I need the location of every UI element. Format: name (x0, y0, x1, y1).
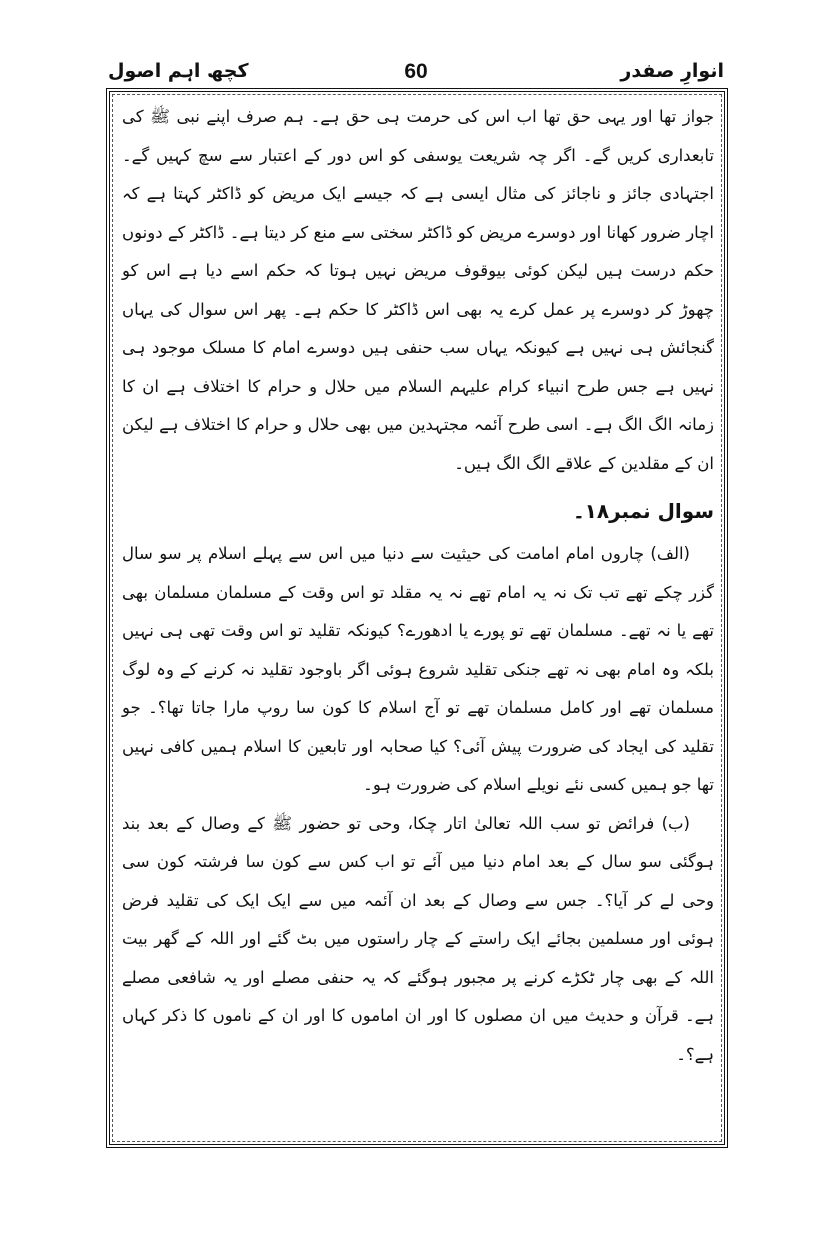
question-paragraph-bay: (ب) فرائض تو سب اللہ تعالیٰ اتار چکا، وحی تو حضور ﷺ کے وصال کے بعد بند ہوگئی سو سال کے بعد امام دنیا میں آئے تو اب کس سے کون سا فرشتہ کون سی وحی لے کر آیا؟۔ جس سے وصال کے بعد ان آئمہ میں سے ایک ایک کی تقلید فرض ہوئی اور مسلمین بجائے ایک راستے کے چار راستوں میں بٹ گئے اور اللہ کے گھر بیت اللہ کے بھی چار ٹکڑے کرنے پر مجبور ہوگئے کہ یہ حنفی مصلے اور یہ شافعی مصلے ہے۔ قرآن و حدیث میں ان مصلوں کا اور ان اماموں کا اور ان کے ناموں کا ذکر کہاں ہے؟۔ (122, 813, 714, 1064)
question-paragraph-alif: (الف) چاروں امام امامت کی حیثیت سے دنیا میں اس سے پہلے اسلام پر سو سال گزر چکے تھے تب تک نہ یہ امام تھے نہ یہ مقلد تو اس وقت کے مسلمان مسلمان بھی تھے یا نہ تھے۔ مسلمان تھے تو پورے یا ادھورے؟ کیونکہ تقلید تو اس وقت تھی ہی نہیں بلکہ وہ امام بھی نہ تھے جنکی تقلید شروع ہوئی اگر باوجود تقلید نہ کرنے کے وہ لوگ مسلمان تھے اور کامل مسلمان تھے تو آج اسلام کا کون سا روپ مارا جاتا تھا؟۔ جو تقلید کی ایجاد کی ضرورت پیش آئی؟ کیا صحابہ اور تابعین کا اسلام ہمیں کافی نہیں تھا جو ہمیں کسی نئے نویلے اسلام کی ضرورت ہو۔ (122, 544, 714, 794)
question-heading: سوال نمبر۱۸۔ (572, 499, 714, 523)
body-paragraph: جواز تھا اور یہی حق تھا اب اس کی حرمت ہی حق ہے۔ ہم صرف اپنے نبی ﷺ کی تابعداری کریں گے۔ اگر چہ شریعت یوسفی کو اس دور کے اعتبار سے سچ کہیں گے۔ اجتہادی جائز و ناجائز کی مثال ایسی ہے کہ جیسے ایک مریض کو ڈاکٹر کہتا ہے کہ اچار ضرور کھانا اور دوسرے مریض کو ڈاکٹر سختی سے منع کر دیتا ہے۔ ڈاکٹر کے دونوں حکم درست ہیں لیکن کوئی بیوقوف مریض نہیں ہوتا کہ حکم اسے دیا ہے اس کو چھوڑ کر دوسرے پر عمل کرے یہ بھی اس ڈاکٹر کا حکم ہے۔ پھر اس سوال کی یہاں گنجائش ہی نہیں ہے کیونکہ یہاں سب حنفی ہیں دوسرے امام کا مسلک موجود ہی نہیں ہے جس طرح انبیاء کرام علیہم السلام میں حلال و حرام کا اختلاف ہے ان کا زمانہ الگ الگ ہے۔ اسی طرح آئمہ مجتہدین میں بھی حلال و حرام کا اختلاف ہے لیکن ان کے مقلدین کے علاقے الگ الگ ہیں۔ (122, 107, 714, 473)
chapter-title: کچھ اہم اصول (108, 60, 249, 82)
page-body (122, 98, 714, 1136)
book-title: انوارِ صفدر (620, 60, 724, 82)
page-number: 60 (404, 60, 428, 83)
page-header (106, 58, 726, 92)
page-border (106, 88, 728, 1148)
